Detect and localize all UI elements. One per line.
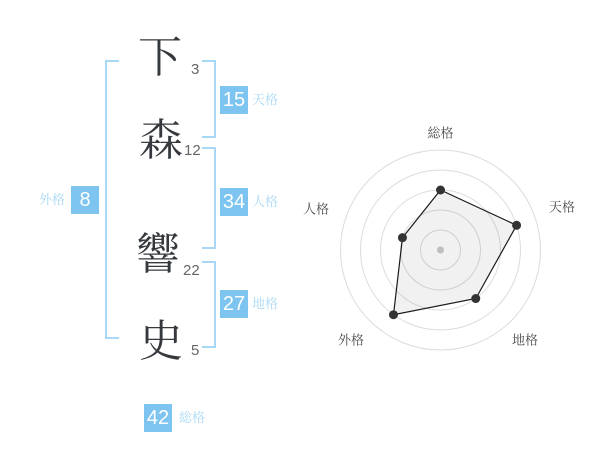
radar-axis-label: 人格 — [302, 201, 330, 217]
radar-data-point — [512, 221, 521, 230]
radar-chart — [290, 110, 590, 390]
radar-data-polygon — [394, 190, 517, 315]
jinkaku-value-badge: 34 — [220, 188, 248, 216]
tenkaku-value-badge: 15 — [220, 86, 248, 114]
given-char-2: 史 — [139, 317, 183, 366]
soukaku-label: 総格 — [179, 410, 206, 425]
given-char-1: 響 — [136, 230, 180, 279]
surname-char-1: 下 — [138, 33, 182, 82]
surname-char-2: 森 — [139, 116, 183, 165]
radar-data-point — [389, 310, 398, 319]
chikaku-value-badge: 27 — [220, 290, 248, 318]
stroke-count-2: 12 — [184, 142, 201, 159]
stroke-count-3: 22 — [183, 262, 200, 279]
gaikaku-label: 外格 — [39, 192, 66, 207]
jinkaku-bracket — [202, 147, 216, 249]
stroke-count-1: 3 — [191, 61, 200, 78]
radar-axis-label: 総格 — [427, 125, 454, 141]
jinkaku-label: 人格 — [252, 194, 279, 209]
radar-data-point — [436, 186, 445, 195]
chikaku-bracket — [202, 261, 216, 348]
radar-axis-label: 天格 — [548, 199, 576, 215]
radar-axis-label: 地格 — [511, 332, 539, 348]
chikaku-label: 地格 — [252, 296, 279, 311]
radar-data-point — [398, 233, 407, 242]
tenkaku-label: 天格 — [252, 92, 279, 107]
gaikaku-bracket — [105, 60, 119, 339]
tenkaku-bracket — [202, 60, 216, 138]
soukaku-value-badge: 42 — [144, 404, 172, 432]
gaikaku-value-badge: 8 — [71, 186, 99, 214]
radar-axis-label: 外格 — [337, 332, 365, 348]
radar-data-point — [471, 294, 480, 303]
stroke-count-4: 5 — [191, 342, 200, 359]
